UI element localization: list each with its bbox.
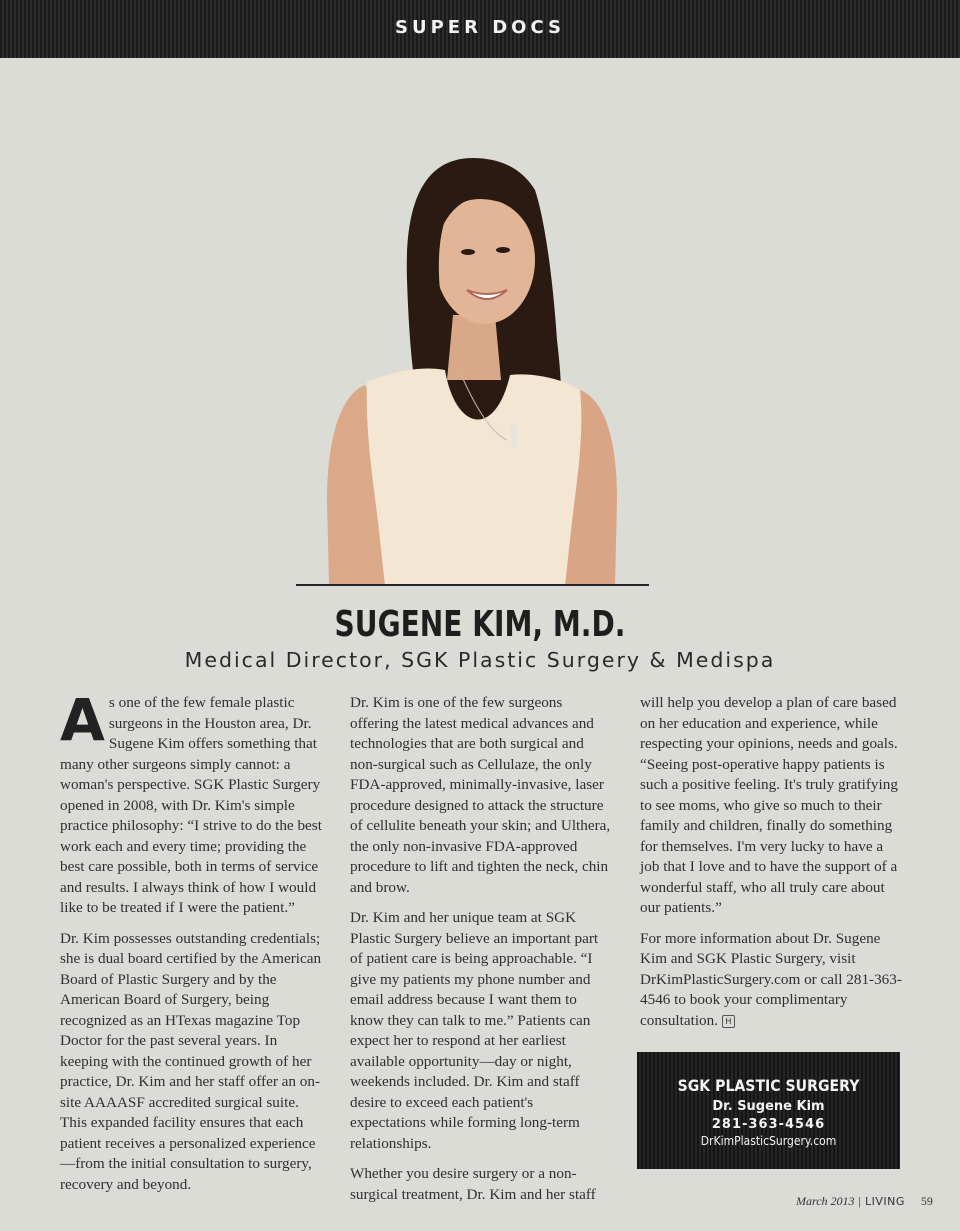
paragraph: will help you develop a plan of care based on her education and experience, while respecting your opinions, needs and goals. “Seeing post-operative happy patients is such a positive feeling. It's truly gratifying to see moms, who give so much to their family and children, finally do something for themselves. I'm very lucky to have a job that I love and to have the support of a wonderful staff, who all truly care about our patients.” [640,694,898,916]
divider [296,584,649,586]
paragraph: Dr. Kim and her unique team at SGK Plastic Surgery believe an important part of patient care is being approachable. “I give my patients my phone number and email address because I want them to know they can talk to me.” Patients can expect her to respond at her earliest available opportunity—day or night, weekends included. Dr. Kim and staff desire to exceed each patient's expectations while forming long-term relationships. [350,909,599,1152]
section-label: SUPER DOCS [395,16,565,38]
neck [447,315,501,380]
contact-phone: 281-363-4546 [711,1117,826,1132]
contact-title: SGK PLASTIC SURGERY [677,1076,860,1095]
footer-separator: | [858,1194,861,1208]
paragraph: Dr. Kim possesses outstanding credentials; she is dual board certified by the American Board of Plastic Surgery and by the American Board of Surgery, being recognized as an HTexas magazine Top Doctor for the past several years. In keeping with the continued growth of her practice, Dr. Kim and her staff offer an on-site AAAASF accredited surgical suite. This expanded facility ensures that each patient receives a personalized experience—from the initial consultation to surgery, recovery and beyond. [60,929,322,1193]
page-title: SUGENE KIM, M.D. [334,604,626,645]
end-mark-icon: H [722,1015,735,1028]
magazine-section: LIVING [864,1195,905,1208]
paragraph: Whether you desire surgery or a non-surgical treatment, Dr. Kim and her staff [350,1165,596,1203]
contact-box [637,1052,900,1169]
page-number: 59 [920,1194,933,1208]
contact-doctor: Dr. Sugene Kim [712,1099,825,1114]
drop-cap: A [60,686,105,754]
issue-date: March 2013 [796,1194,855,1208]
contact-url: DrKimPlasticSurgery.com [700,1134,837,1148]
paragraph: As one of the few female plastic surgeons in the Houston area, Dr. Sugene Kim offers something that many other surgeons simply cannot: a woman's perspective. SGK Plastic Surgery opened in 2008, with Dr. Kim's simple practice philosophy: “I strive to do the best work each and every time; providing the best care possible, both in terms of service and results. I always think of how I would like to be treated if I were the patient.” [60,686,322,916]
paragraph: Dr. Kim is one of the few surgeons offering the latest medical advances and technologies that are both surgical and non-surgical such as Cellulaze, the only FDA-approved, minimally-invasive, laser procedure designed to attack the structure of cellulite beneath your skin; and Ulthera, the only non-invasive FDA-approved procedure to lift and tighten the neck, chin and brow. [350,694,611,896]
subtitle: Medical Director, SGK Plastic Surgery & Medispa [184,648,776,672]
article-column-1 [60,686,322,1205]
article-column-2 [350,693,612,1215]
page-footer [796,1194,933,1209]
section-banner [0,0,960,58]
article-column-3 [640,693,902,1041]
paragraph: For more information about Dr. Sugene Kim and SGK Plastic Surgery, visit DrKimPlasticSurgery.com or call 281-363-4546 to book your complimentary consultation. H [640,929,902,1029]
portrait-photo [295,140,650,586]
